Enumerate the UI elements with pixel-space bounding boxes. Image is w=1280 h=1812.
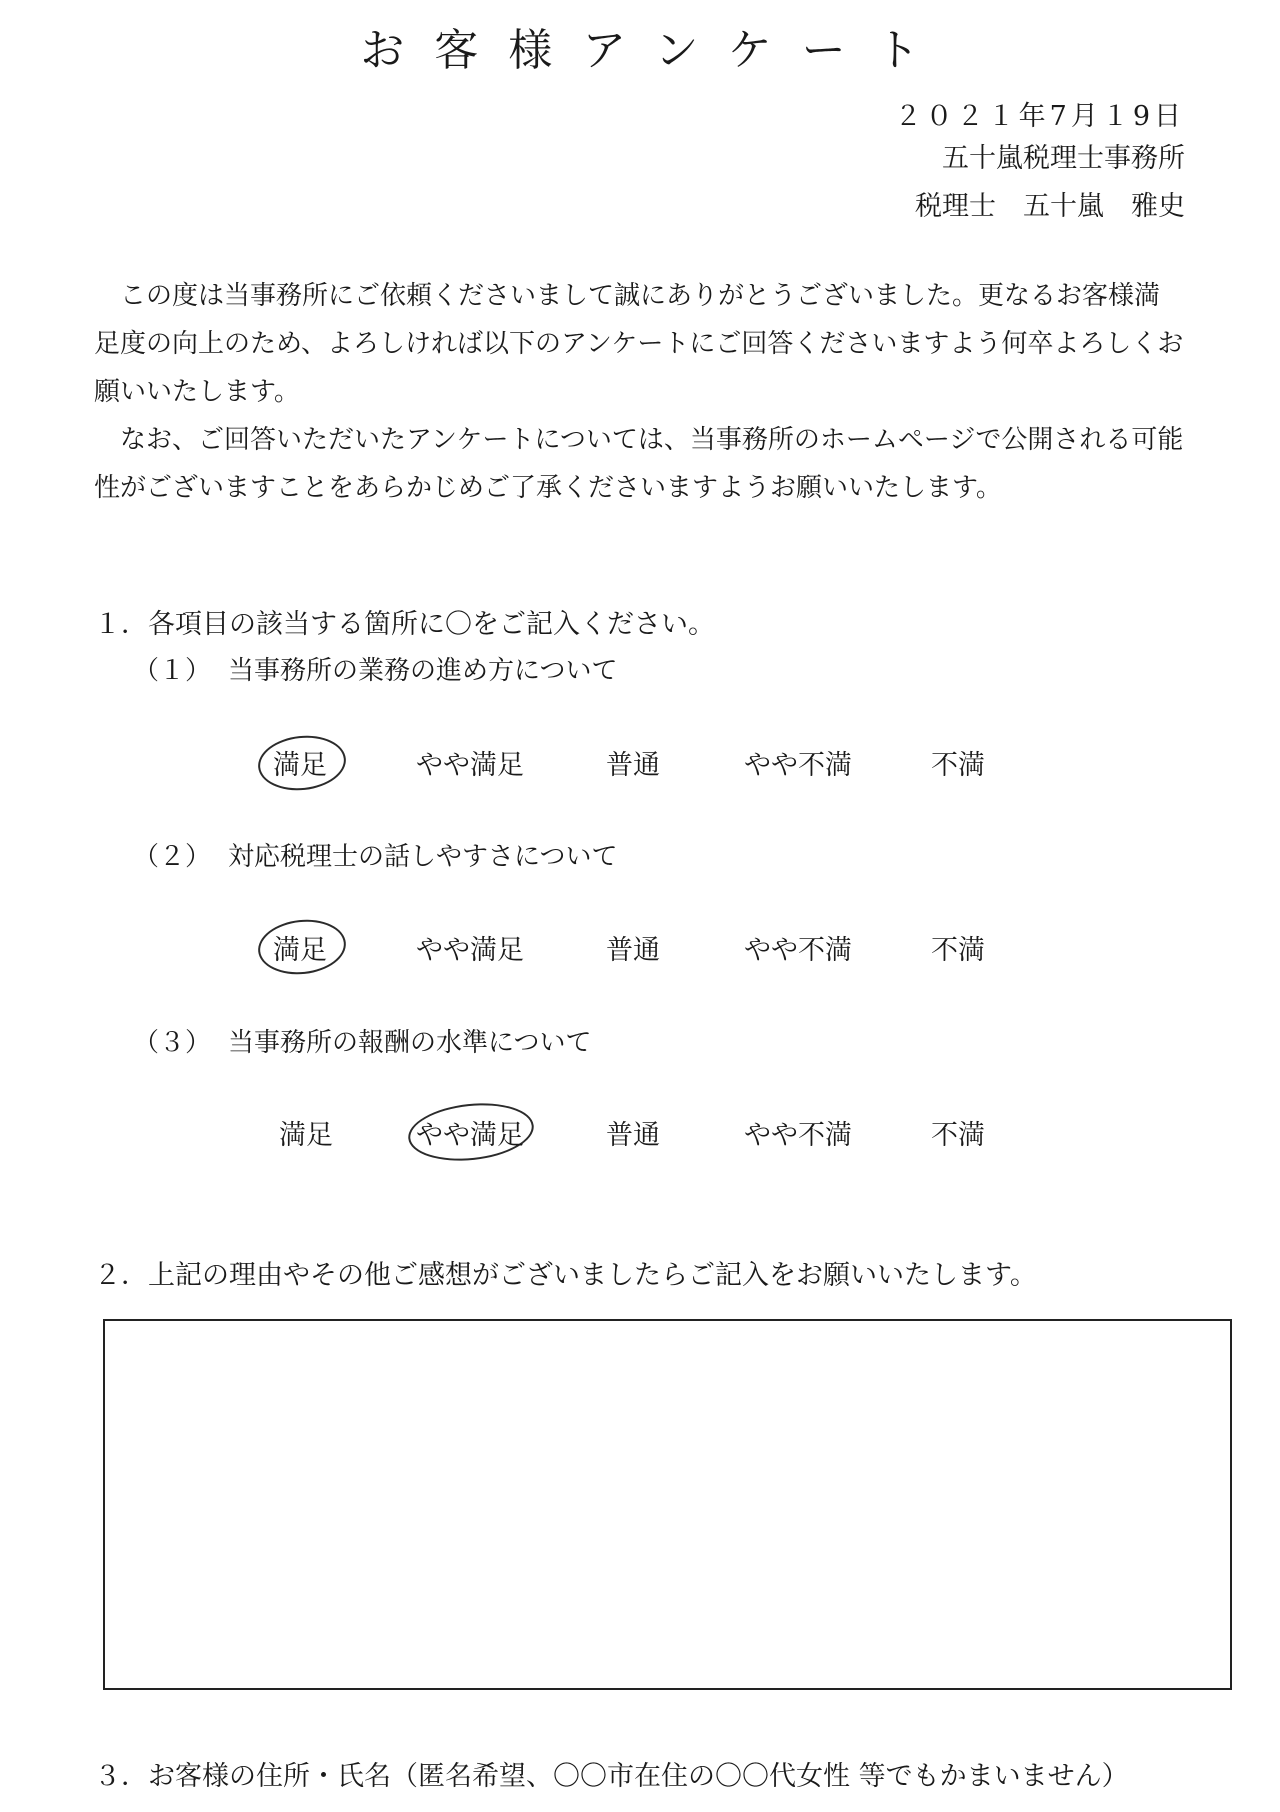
option-satisfied[interactable]: 満足 <box>273 935 327 966</box>
question-1-item-1 <box>133 650 617 687</box>
option-neutral[interactable]: 普通 <box>606 750 660 781</box>
intro-text <box>94 272 1184 512</box>
item-number: （２） <box>133 842 212 872</box>
page-title: お客様アンケート <box>360 25 950 76</box>
option-satisfied[interactable]: 満足 <box>273 750 327 781</box>
accountant-name: 税理士 五十嵐 雅史 <box>915 191 1185 222</box>
option-dissatisfied[interactable]: 不満 <box>931 935 985 966</box>
intro-paragraph-1: この度は当事務所にご依頼くださいまして誠にありがとうございました。更なるお客様満足度の向上のため、よろしければ以下のアンケートにご回答くださいますよう何卒よろしくお願いいたします。 <box>94 281 1184 407</box>
option-satisfied[interactable]: 満足 <box>279 1120 333 1151</box>
item-number: （１） <box>133 656 212 686</box>
question-1-item-2 <box>133 836 617 873</box>
question-3-title: ３．お客様の住所・氏名（匿名希望、〇〇市在住の〇〇代女性 等でもかまいません） <box>94 1761 1129 1792</box>
option-somewhat-satisfied[interactable]: やや満足 <box>416 750 524 781</box>
option-somewhat-dissatisfied[interactable]: やや不満 <box>744 1120 852 1151</box>
item-number: （３） <box>133 1028 212 1058</box>
office-name: 五十嵐税理士事務所 <box>942 143 1185 174</box>
question-1-item-3 <box>133 1022 591 1059</box>
option-somewhat-satisfied[interactable]: やや満足 <box>416 935 524 966</box>
item-label: 当事務所の業務の進め方について <box>228 656 618 686</box>
comment-box[interactable] <box>103 1319 1232 1690</box>
document-date: ２０２１年7月１9日 <box>894 101 1185 132</box>
question-2-title: ２．上記の理由やその他ご感想がございましたらご記入をお願いいたします。 <box>94 1260 1037 1291</box>
question-1-title: １．各項目の該当する箇所に〇をご記入ください。 <box>94 609 715 640</box>
item-label: 対応税理士の話しやすさについて <box>228 842 618 872</box>
option-somewhat-dissatisfied[interactable]: やや不満 <box>744 750 852 781</box>
option-dissatisfied[interactable]: 不満 <box>931 750 985 781</box>
option-neutral[interactable]: 普通 <box>606 1120 660 1151</box>
option-dissatisfied[interactable]: 不満 <box>931 1120 985 1151</box>
option-somewhat-satisfied[interactable]: やや満足 <box>416 1120 524 1151</box>
option-neutral[interactable]: 普通 <box>606 935 660 966</box>
intro-paragraph-2: なお、ご回答いただいたアンケートについては、当事務所のホームページで公開される可能性がございますことをあらかじめご了承くださいますようお願いいたします。 <box>94 425 1184 503</box>
item-label: 当事務所の報酬の水準について <box>228 1028 592 1058</box>
option-somewhat-dissatisfied[interactable]: やや不満 <box>744 935 852 966</box>
